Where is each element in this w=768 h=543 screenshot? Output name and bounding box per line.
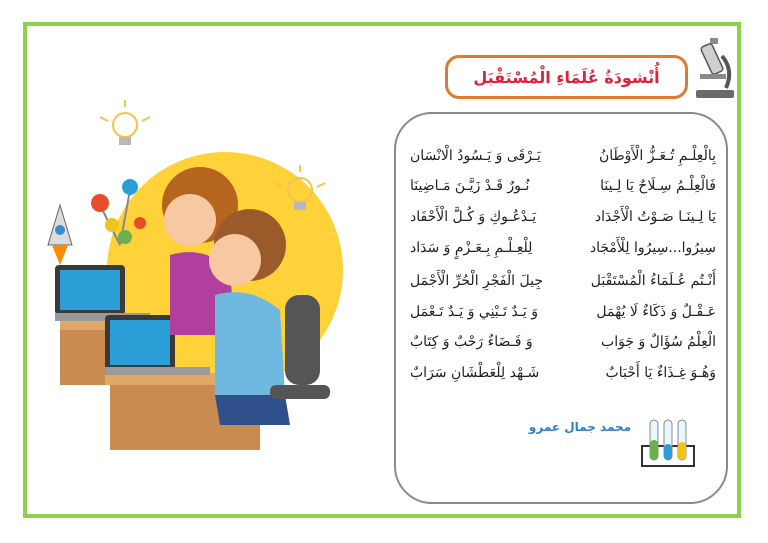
title-box <box>445 55 688 99</box>
poem-hemistich-right: يَا لِـينَـا صَـوْتُ الْأَجْدَاد <box>594 209 716 225</box>
poem-line <box>410 358 716 388</box>
poem-hemistich-left: وَ يَـدٌ تَـبْنِي وَ يَـدٌ تَـعْمَل <box>410 304 539 320</box>
poem-hemistich-right: الْعِلْمُ سُؤَالٌ وَ جَوَاب <box>601 334 716 350</box>
poem-line <box>410 266 716 296</box>
poem-hemistich-right: سِيرُوا...سِيرُوا لِلْأَمْجَاد <box>589 240 716 256</box>
poem-hemistich-left: يَـرْقَى وَ يَـسُودُ الْانْسَان <box>410 148 541 164</box>
poem-hemistich-right: أَنْـتُم عُـلَمَاءُ الْمُسْتَقْبَل <box>590 273 716 289</box>
poem-line <box>410 171 716 201</box>
poem-line <box>410 202 716 232</box>
page-title: أُنْشودَةُ عُلَمَاءِ الْمُسْتَقْبَل <box>473 67 660 87</box>
author-name: محمد جمال عمرو <box>528 420 632 434</box>
poem-hemistich-right: فَالْعِلْـمُ سِـلَاحٌ يَا لِـينَا <box>600 178 716 194</box>
microscope-icon <box>690 36 738 102</box>
children-computer-illustration <box>30 95 375 455</box>
poem-hemistich-left: وَ فَـضَاءٌ رَحْبٌ وَ كِتَابٌ <box>410 334 533 350</box>
poem-line <box>410 233 716 263</box>
poem-hemistich-left: نُـورٌ قَـدْ زَيَّـنَ مَـاضِينَا <box>410 178 530 194</box>
poem-hemistich-right: عَـقْـلٌ وَ ذَكَاءٌ لَا يُهْمَل <box>596 304 716 320</box>
poem-hemistich-right: بِالْعِلْـمِ تُـعَـزُّ الْأَوْطَانُ <box>598 148 716 164</box>
poem-line <box>410 297 716 327</box>
poem-line <box>410 141 716 171</box>
poem-hemistich-left: شَـهْد لِلْعَطْشَانِ سَرَابٌ <box>410 365 540 381</box>
poem-hemistich-left: جِيلَ الْفَجْرِ الْحُرِّ الْأَجْمَل <box>410 273 543 289</box>
poem-line <box>410 327 716 357</box>
poem-hemistich-left: لِلْعِـلْـمِ بِـعَـزْمٍ وَ سَدَاد <box>410 240 533 256</box>
test-tubes-icon <box>640 418 696 470</box>
poem-hemistich-right: وَهُـوَ غِـذَاءٌ يَا أَحْبَابٌ <box>605 365 716 381</box>
poem-hemistich-left: يَـدْعُـوكِ وَ كُـلَّ الْأَحْفَاد <box>410 209 537 225</box>
